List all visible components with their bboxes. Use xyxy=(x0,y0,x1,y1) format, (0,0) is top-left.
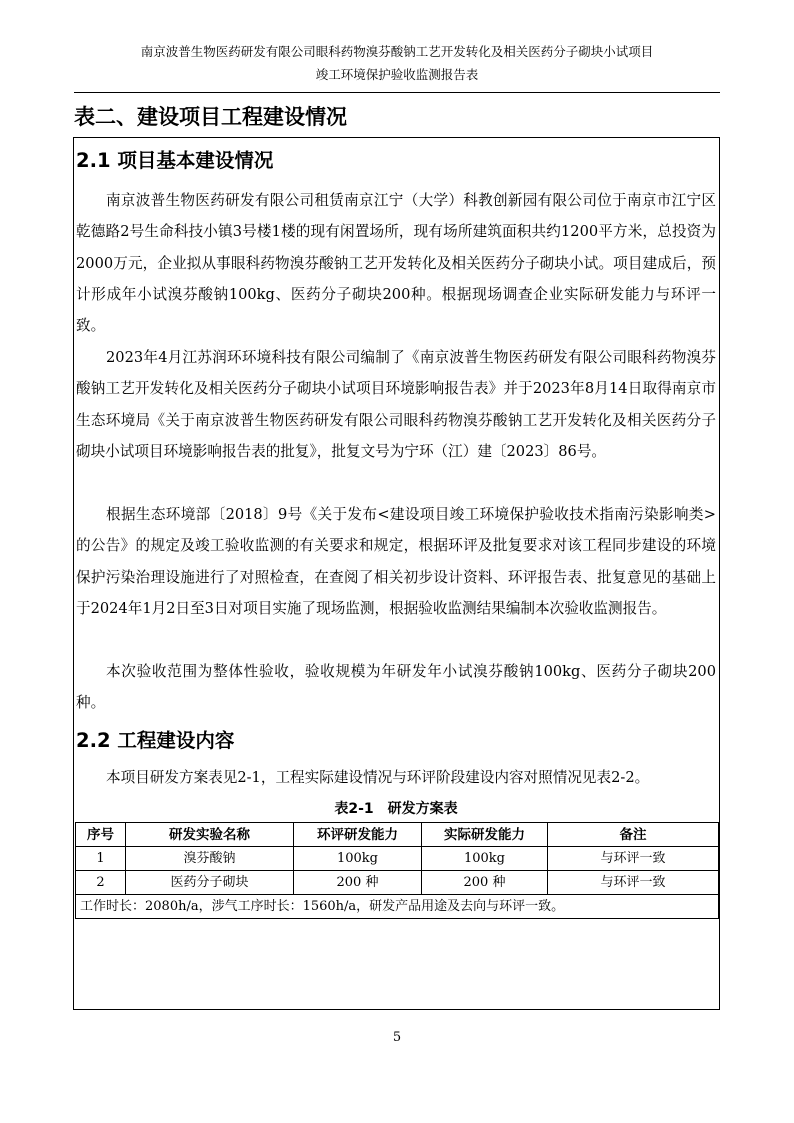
subsection-title-2-2: 2.2 工程建设内容 xyxy=(76,729,235,752)
header-cell: 备注 xyxy=(548,823,719,847)
development-plan-table xyxy=(75,822,719,919)
table-header-row xyxy=(76,823,719,847)
header-cell: 环评研发能力 xyxy=(294,823,422,847)
table-cell: 与环评一致 xyxy=(548,847,719,871)
table-cell: 医药分子砌块 xyxy=(126,871,294,895)
header-line-1: 南京波普生物医药研发有限公司眼科药物溴芬酸钠工艺开发转化及相关医药分子砌块小试项目 xyxy=(140,44,654,59)
paragraph-2: 2023年4月江苏润环环境科技有限公司编制了《南京波普生物医药研发有限公司眼科药物溴芬酸钠工艺开发转化及相关医药分子砌块小试项目环境影响报告表》并于2023年8月14日取得南京市生态环境局《关于南京波普生物医药研发有限公司眼科药物溴芬酸钠工艺开发转化及相关医药分子砌块小试项目环境影响报告表的批复》，批复文号为宁环（江）建〔2023〕86号。 xyxy=(76,349,716,460)
table-title: 表2-1 研发方案表 xyxy=(334,801,458,817)
paragraph-intro-2-2: 本项目研发方案表见2-1，工程实际建设情况与环评阶段建设内容对照情况见表2-2。 xyxy=(106,769,650,786)
table-cell: 200 种 xyxy=(422,871,548,895)
table-cell: 2 xyxy=(76,871,126,895)
table-cell: 200 种 xyxy=(294,871,422,895)
table-cell: 与环评一致 xyxy=(548,871,719,895)
report-header xyxy=(74,40,720,86)
section-title: 表二、建设项目工程建设情况 xyxy=(74,105,347,129)
table-note-row xyxy=(76,895,719,919)
paragraph-4: 本次验收范围为整体性验收，验收规模为年研发年小试溴芬酸钠100kg、医药分子砌块200种。 xyxy=(76,663,716,712)
table-cell: 100kg xyxy=(294,847,422,871)
table-cell: 1 xyxy=(76,847,126,871)
table-note: 工作时长：2080h/a，涉气工序时长：1560h/a，研发产品用途及去向与环评一致。 xyxy=(76,895,719,919)
paragraph-3: 根据生态环境部〔2018〕9号《关于发布<建设项目竣工环境保护验收技术指南污染影响类>的公告》的规定及竣工验收监测的有关要求和规定，根据环评及批复要求对该工程同步建设的环境保护污染治理设施进行了对照检查，在查阅了相关初步设计资料、环评报告表、批复意见的基础上于2024年1月2日至3日对项目实施了现场监测，根据验收监测结果编制本次验收监测报告。 xyxy=(76,506,716,617)
table-cell: 100kg xyxy=(422,847,548,871)
table-cell: 溴芬酸钠 xyxy=(126,847,294,871)
header-cell: 研发实验名称 xyxy=(126,823,294,847)
header-line-2: 竣工环境保护验收监测报告表 xyxy=(315,67,479,82)
paragraph-1: 南京波普生物医药研发有限公司租赁南京江宁（大学）科教创新园有限公司位于南京市江宁区乾德路2号生命科技小镇3号楼1楼的现有闲置场所，现有场所建筑面积共约1200平方米，总投资为2000万元，企业拟从事眼科药物溴芬酸钠工艺开发转化及相关医药分子砌块小试。项目建成后，预计形成年小试溴芬酸钠100kg、医药分子砌块200种。根据现场调查企业实际研发能力与环评一致。 xyxy=(76,192,716,335)
header-cell: 序号 xyxy=(76,823,126,847)
subsection-title-2-1: 2.1 项目基本建设情况 xyxy=(76,149,274,172)
header-cell: 实际研发能力 xyxy=(422,823,548,847)
page-number: 5 xyxy=(392,1030,402,1045)
table-row xyxy=(76,871,719,895)
header-rule xyxy=(74,92,720,93)
table-row xyxy=(76,847,719,871)
